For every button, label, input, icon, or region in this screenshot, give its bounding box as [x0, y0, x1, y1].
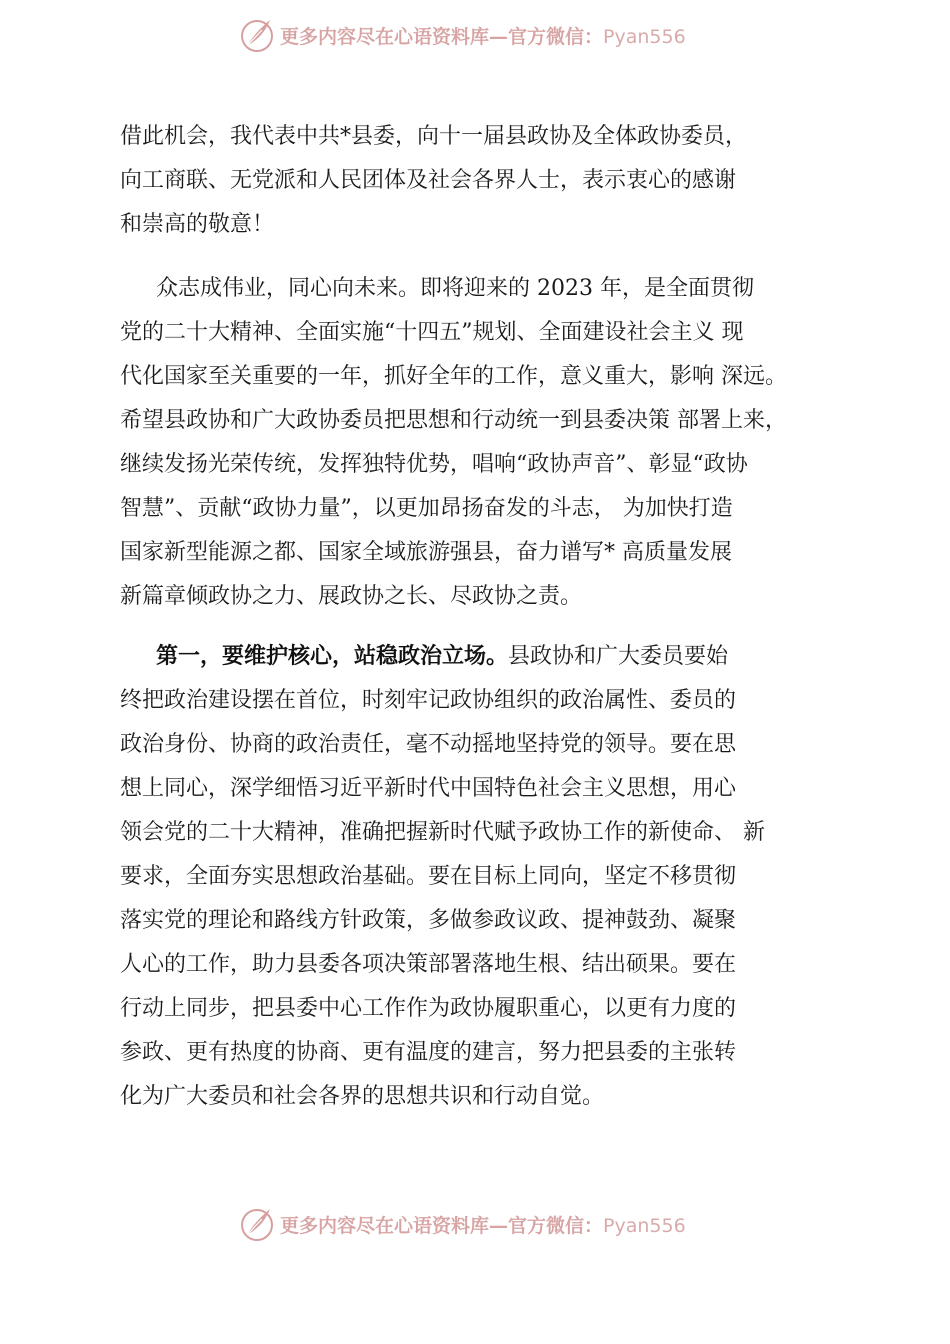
banner-text: 更多内容尽在心语资料库—官方微信：Pyan556: [280, 1214, 686, 1237]
paragraph-3: [120, 635, 860, 1119]
text-line: 落实党的理论和路线方针政策，多做参政议政、提神鼓劲、凝聚: [120, 908, 737, 933]
text-line: 继续发扬光荣传统，发挥独特优势，唱响“政协声音”、彰显“政协: [120, 452, 748, 477]
text-line: 党的二十大精神、全面实施“十四五”规划、全面建设社会主义 现: [120, 320, 744, 345]
feather-pen-circle-icon: [238, 1205, 276, 1243]
text-line: 新篇章倾政协之力、展政协之长、尽政协之责。: [120, 584, 583, 609]
feather-pen-circle-icon: [238, 16, 276, 54]
text-line: 行动上同步，把县委中心工作作为政协履职重心，以更有力度的: [120, 996, 737, 1021]
section-lead-heading: 第一，要维护核心，站稳政治立场。: [156, 644, 509, 669]
text-line: 终把政治建设摆在首位，时刻牢记政协组织的政治属性、委员的: [120, 688, 737, 713]
text-run: 县政协和广大委员要始: [508, 644, 729, 669]
text-line: 国家新型能源之都、国家全域旅游强县，奋力谱写* 高质量发展: [120, 540, 732, 565]
text-line: 化为广大委员和社会各界的思想共识和行动自觉。: [120, 1084, 605, 1109]
text-line: 要求，全面夯实思想政治基础。要在目标上同向，坚定不移贯彻: [120, 864, 737, 889]
text-line: 领会党的二十大精神，准确把握新时代赋予政协工作的新使命、 新: [120, 820, 765, 845]
text-line: 参政、更有热度的协商、更有温度的建言，努力把县委的主张转: [120, 1040, 737, 1065]
text-line: 和崇高的敬意！: [120, 212, 275, 237]
text-line: 众志成伟业，同心向未来。即将迎来的 2023 年，是全面贯彻: [156, 276, 754, 301]
text-line: 想上同心，深学细悟习近平新时代中国特色社会主义思想，用心: [120, 776, 737, 801]
paragraph-2: [120, 267, 860, 619]
text-line: 人心的工作，助力县委各项决策部署落地生根、结出硕果。要在: [120, 952, 737, 977]
text-line: 向工商联、无党派和人民团体及社会各界人士，表示衷心的感谢: [120, 168, 737, 193]
wechat-account: Pyan556: [603, 25, 686, 48]
header-banner: [238, 15, 686, 55]
footer-banner: [238, 1204, 686, 1244]
text-line: 代化国家至关重要的一年，抓好全年的工作，意义重大，影响 深远。: [120, 364, 787, 389]
text-line: 政治身份、协商的政治责任，毫不动摇地坚持党的领导。要在思: [120, 732, 737, 757]
document-body: [120, 115, 860, 1119]
text-line: [120, 635, 860, 679]
text-line: 借此机会，我代表中共*县委，向十一届县政协及全体政协委员，: [120, 124, 748, 149]
text-line: 希望县政协和广大政协委员把思想和行动统一到县委决策 部署上来，: [120, 408, 787, 433]
text-line: 智慧”、贡献“政协力量”，以更加昂扬奋发的斗志， 为加快打造: [120, 496, 733, 521]
wechat-account: Pyan556: [603, 1214, 686, 1237]
banner-text: 更多内容尽在心语资料库—官方微信：Pyan556: [280, 25, 686, 48]
paragraph-1: [120, 115, 860, 247]
